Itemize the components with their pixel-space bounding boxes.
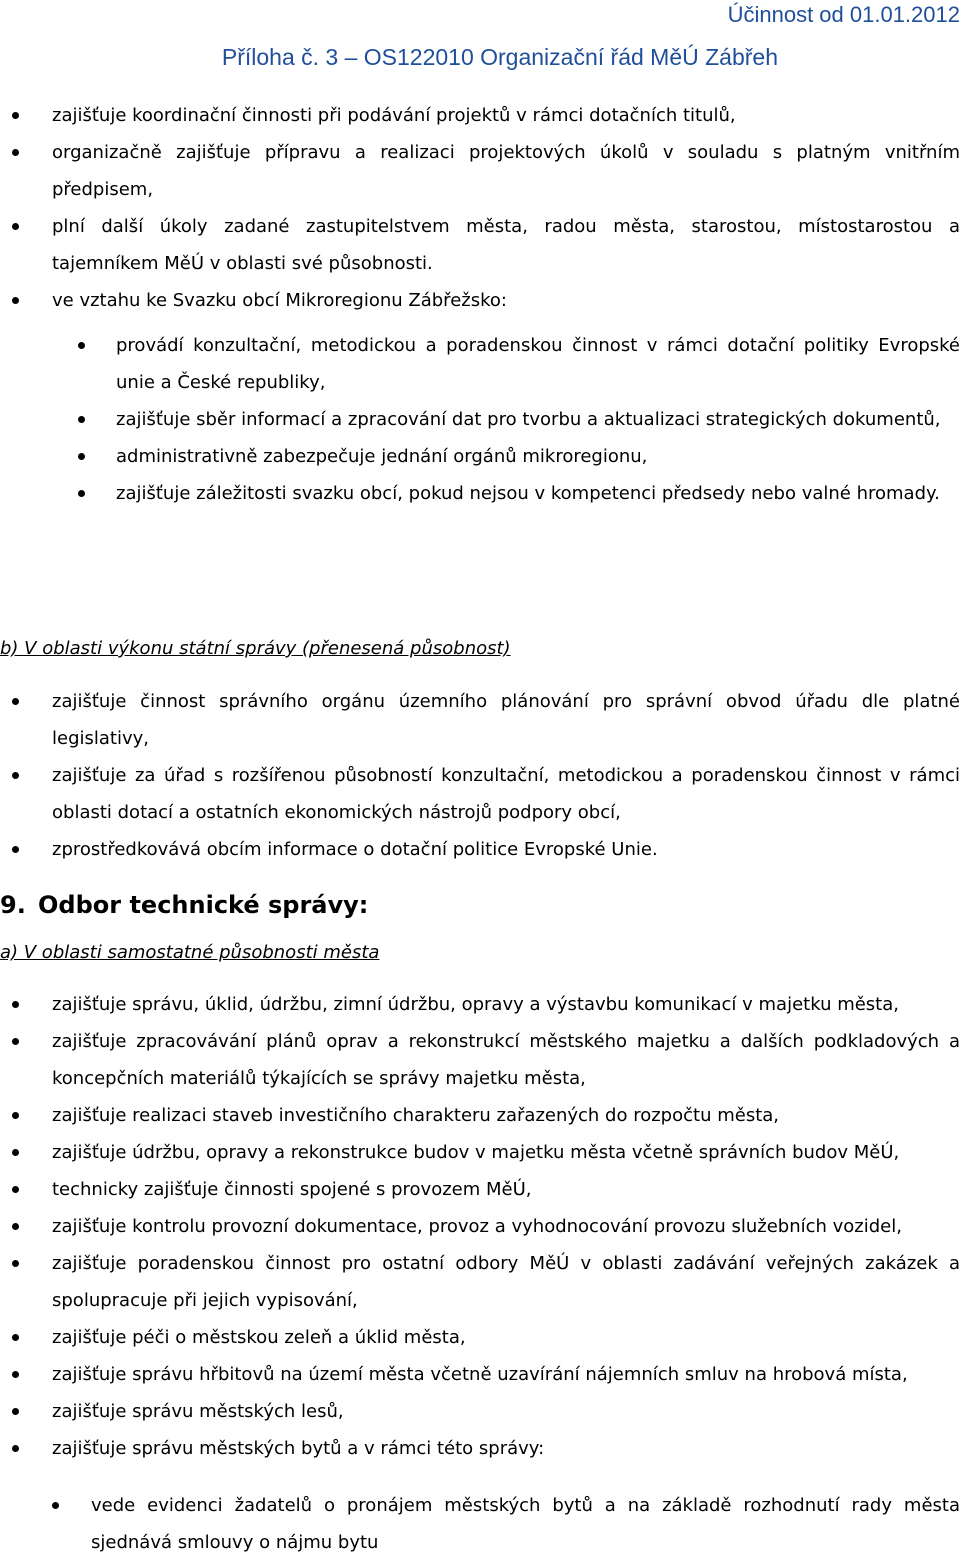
list-item: zajišťuje správu, úklid, údržbu, zimní údržbu, opravy a výstavbu komunikací v majetku města, — [0, 986, 960, 1023]
list-item: zajišťuje sběr informací a zpracování dat pro tvorbu a aktualizaci strategických dokumentů, — [0, 401, 960, 438]
list-item: zajišťuje poradenskou činnost pro ostatní odbory MěÚ v oblasti zadávání veřejných zakázek a spolupracuje při jejich vypisování, — [0, 1245, 960, 1319]
list-item: zajišťuje správu městských bytů a v rámci této správy: — [0, 1430, 960, 1467]
section-b-title: b) V oblasti výkonu státní správy (přenesená působnost) — [0, 638, 511, 659]
list-item: zajišťuje péči o městskou zeleň a úklid města, — [0, 1319, 960, 1356]
list-item: provádí konzultační, metodickou a poradenskou činnost v rámci dotační politiky Evropské unie a České republiky, — [0, 327, 960, 401]
section-heading-9 — [0, 891, 368, 919]
list-item: vede evidenci žadatelů o pronájem městských bytů a na základě rozhodnutí rady města sjednává smlouvy o nájmu bytu — [0, 1487, 960, 1561]
list-b — [0, 683, 960, 868]
attachment-title: Příloha č. 3 – OS122010 Organizační řád MěÚ Zábřeh — [221, 44, 778, 70]
list-item: zajišťuje realizaci staveb investičního charakteru zařazených do rozpočtu města, — [0, 1097, 960, 1134]
list-item: plní další úkoly zadané zastupitelstvem města, radou města, starostou, místostarostou a tajemníkem MěÚ v oblasti své působnosti. — [0, 208, 960, 282]
list-item: zajišťuje správu hřbitovů na území města včetně uzavírání nájemních smluv na hrobová místa, — [0, 1356, 960, 1393]
list-item: zajišťuje koordinační činnosti při podávání projektů v rámci dotačních titulů, — [0, 97, 960, 134]
section-a-title: a) V oblasti samostatné působnosti města — [0, 942, 380, 963]
list-item: zajišťuje správu městských lesů, — [0, 1393, 960, 1430]
list-item: zajišťuje kontrolu provozní dokumentace, provoz a vyhodnocování provozu služebních vozidel, — [0, 1208, 960, 1245]
list-item: zajišťuje činnost správního orgánu územního plánování pro správní obvod úřadu dle platné legislativy, — [0, 683, 960, 757]
list-item: administrativně zabezpečuje jednání orgánů mikroregionu, — [0, 438, 960, 475]
list-svazek — [0, 327, 960, 512]
list-item: technicky zajišťuje činnosti spojené s provozem MěÚ, — [0, 1171, 960, 1208]
heading-title: Odbor technické správy: — [38, 891, 369, 919]
list-a-continued — [0, 97, 960, 319]
heading-number: 9. — [0, 891, 26, 919]
list-9a — [0, 986, 960, 1467]
list-item: zajišťuje za úřad s rozšířenou působností konzultační, metodickou a poradenskou činnost v rámci oblasti dotací a ostatních ekonomických nástrojů podpory obcí, — [0, 757, 960, 831]
list-item: zajišťuje údržbu, opravy a rekonstrukce budov v majetku města včetně správních budov MěÚ, — [0, 1134, 960, 1171]
list-byty — [0, 1487, 960, 1561]
list-item: zajišťuje zpracovávání plánů oprav a rekonstrukcí městského majetku a dalších podkladových a koncepčních materiálů týkajících se správy majetku města, — [0, 1023, 960, 1097]
effective-date: Účinnost od 01.01.2012 — [727, 2, 960, 27]
list-item: zprostředkovává obcím informace o dotační politice Evropské Unie. — [0, 831, 960, 868]
list-item: ve vztahu ke Svazku obcí Mikroregionu Zábřežsko: — [0, 282, 960, 319]
list-item: organizačně zajišťuje přípravu a realizaci projektových úkolů v souladu s platným vnitřním předpisem, — [0, 134, 960, 208]
list-item: zajišťuje záležitosti svazku obcí, pokud nejsou v kompetenci předsedy nebo valné hromady. — [0, 475, 960, 512]
